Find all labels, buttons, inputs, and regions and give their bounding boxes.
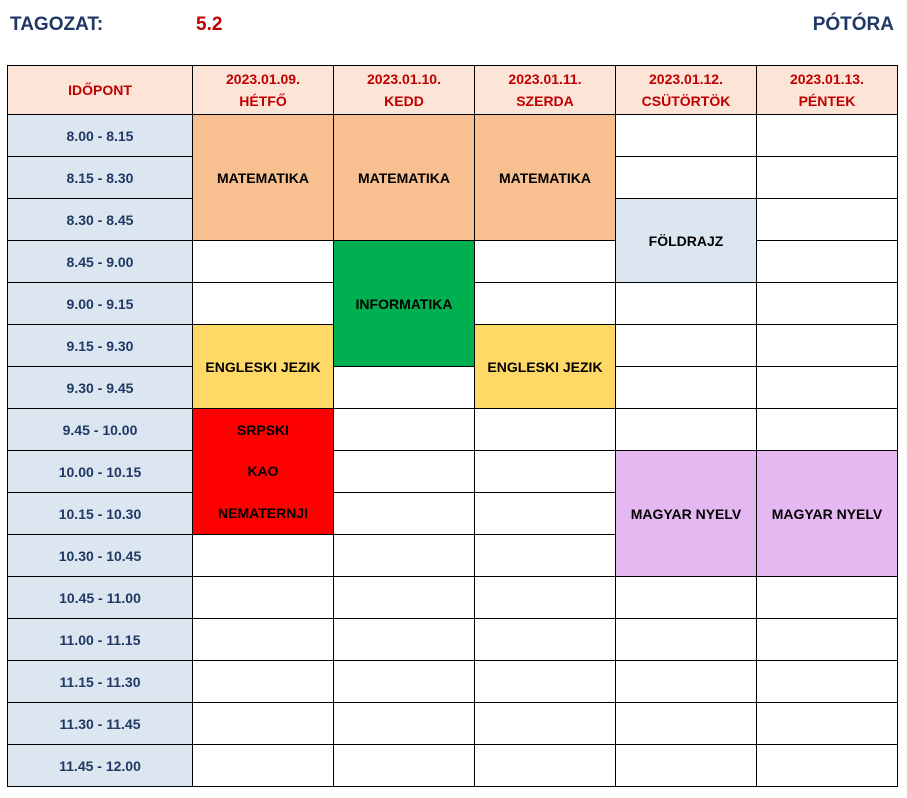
empty-cell <box>616 157 757 199</box>
time-slot: 8.30 - 8.45 <box>8 199 193 241</box>
day-header <box>193 66 334 115</box>
table-row <box>8 451 898 493</box>
empty-cell <box>475 283 616 325</box>
empty-cell <box>475 241 616 283</box>
table-row <box>8 409 898 451</box>
empty-cell <box>616 115 757 157</box>
time-slot: 11.30 - 11.45 <box>8 703 193 745</box>
empty-cell <box>334 619 475 661</box>
subject-cell <box>193 409 334 535</box>
empty-cell <box>475 493 616 535</box>
empty-cell <box>757 577 898 619</box>
empty-cell <box>616 409 757 451</box>
subject-label: MATEMATIKA <box>216 169 310 186</box>
empty-cell <box>616 619 757 661</box>
empty-cell <box>475 619 616 661</box>
day-date: 2023.01.11. <box>508 71 582 87</box>
empty-cell <box>334 535 475 577</box>
time-slot: 10.15 - 10.30 <box>8 493 193 535</box>
empty-cell <box>193 703 334 745</box>
empty-cell <box>616 661 757 703</box>
empty-cell <box>757 745 898 787</box>
empty-cell <box>193 283 334 325</box>
time-column-header: IDŐPONT <box>8 66 193 115</box>
day-name: HÉTFŐ <box>239 93 287 109</box>
empty-cell <box>334 451 475 493</box>
day-header <box>475 66 616 115</box>
empty-cell <box>757 703 898 745</box>
empty-cell <box>757 157 898 199</box>
table-row <box>8 367 898 409</box>
empty-cell <box>757 367 898 409</box>
subject-cell <box>193 325 334 409</box>
empty-cell <box>616 745 757 787</box>
empty-cell <box>757 619 898 661</box>
empty-cell <box>193 241 334 283</box>
subject-cell <box>475 325 616 409</box>
time-slot: 10.45 - 11.00 <box>8 577 193 619</box>
empty-cell <box>757 199 898 241</box>
table-row <box>8 619 898 661</box>
day-date: 2023.01.09. <box>226 71 300 87</box>
subject-cell <box>616 451 757 577</box>
subject-cell <box>334 241 475 367</box>
subject-cell <box>334 115 475 241</box>
empty-cell <box>616 703 757 745</box>
empty-cell <box>616 325 757 367</box>
table-row <box>8 703 898 745</box>
empty-cell <box>475 409 616 451</box>
subject-label: MATEMATIKA <box>498 169 592 186</box>
subject-cell <box>616 199 757 283</box>
empty-cell <box>757 241 898 283</box>
empty-cell <box>334 703 475 745</box>
subject-cell <box>757 451 898 577</box>
subject-label: MATEMATIKA <box>357 169 451 186</box>
empty-cell <box>334 745 475 787</box>
subject-cell <box>475 115 616 241</box>
schedule-type: PÓTÓRA <box>812 14 894 35</box>
subject-label: MAGYAR NYELV <box>771 505 883 522</box>
empty-cell <box>757 283 898 325</box>
day-header <box>334 66 475 115</box>
empty-cell <box>193 577 334 619</box>
empty-cell <box>475 451 616 493</box>
subject-label: ENGLESKI JEZIK <box>487 358 603 375</box>
empty-cell <box>334 367 475 409</box>
empty-cell <box>475 745 616 787</box>
day-name: CSÜTÖRTÖK <box>641 93 731 109</box>
day-date: 2023.01.13. <box>790 71 864 87</box>
time-slot: 10.00 - 10.15 <box>8 451 193 493</box>
subject-cell <box>193 115 334 241</box>
empty-cell <box>193 535 334 577</box>
time-slot: 9.15 - 9.30 <box>8 325 193 367</box>
empty-cell <box>334 493 475 535</box>
time-slot: 9.30 - 9.45 <box>8 367 193 409</box>
day-date: 2023.01.10. <box>367 71 441 87</box>
empty-cell <box>475 703 616 745</box>
empty-cell <box>757 325 898 367</box>
timetable <box>7 65 898 787</box>
subject-label: NEMATERNJI <box>218 504 308 521</box>
day-date: 2023.01.12. <box>649 71 723 87</box>
empty-cell <box>757 115 898 157</box>
table-row <box>8 745 898 787</box>
subject-label: ENGLESKI JEZIK <box>205 358 321 375</box>
empty-cell <box>334 577 475 619</box>
subject-label: MAGYAR NYELV <box>630 505 742 522</box>
empty-cell <box>757 661 898 703</box>
empty-cell <box>193 661 334 703</box>
subject-label: FÖLDRAJZ <box>648 232 724 249</box>
empty-cell <box>334 409 475 451</box>
day-name: PÉNTEK <box>798 93 856 109</box>
table-row <box>8 241 898 283</box>
day-header <box>757 66 898 115</box>
time-slot: 10.30 - 10.45 <box>8 535 193 577</box>
empty-cell <box>616 283 757 325</box>
empty-cell <box>757 409 898 451</box>
day-name: SZERDA <box>516 93 574 109</box>
empty-cell <box>334 661 475 703</box>
empty-cell <box>616 577 757 619</box>
empty-cell <box>475 577 616 619</box>
time-slot: 9.00 - 9.15 <box>8 283 193 325</box>
time-slot: 11.00 - 11.15 <box>8 619 193 661</box>
timetable-header-row <box>8 66 898 115</box>
time-slot: 11.45 - 12.00 <box>8 745 193 787</box>
subject-label: SRPSKI <box>236 422 290 439</box>
section-label: TAGOZAT: <box>10 14 104 35</box>
subject-label: INFORMATIKA <box>355 295 453 312</box>
time-slot: 8.15 - 8.30 <box>8 157 193 199</box>
empty-cell <box>475 535 616 577</box>
time-slot: 9.45 - 10.00 <box>8 409 193 451</box>
empty-cell <box>616 367 757 409</box>
empty-cell <box>193 619 334 661</box>
table-row <box>8 577 898 619</box>
table-row <box>8 115 898 157</box>
time-slot: 11.15 - 11.30 <box>8 661 193 703</box>
time-slot: 8.00 - 8.15 <box>8 115 193 157</box>
table-row <box>8 661 898 703</box>
empty-cell <box>193 745 334 787</box>
empty-cell <box>475 661 616 703</box>
class-number: 5.2 <box>196 14 223 35</box>
subject-label: KAO <box>247 463 279 480</box>
day-name: KEDD <box>384 93 424 109</box>
day-header <box>616 66 757 115</box>
time-slot: 8.45 - 9.00 <box>8 241 193 283</box>
